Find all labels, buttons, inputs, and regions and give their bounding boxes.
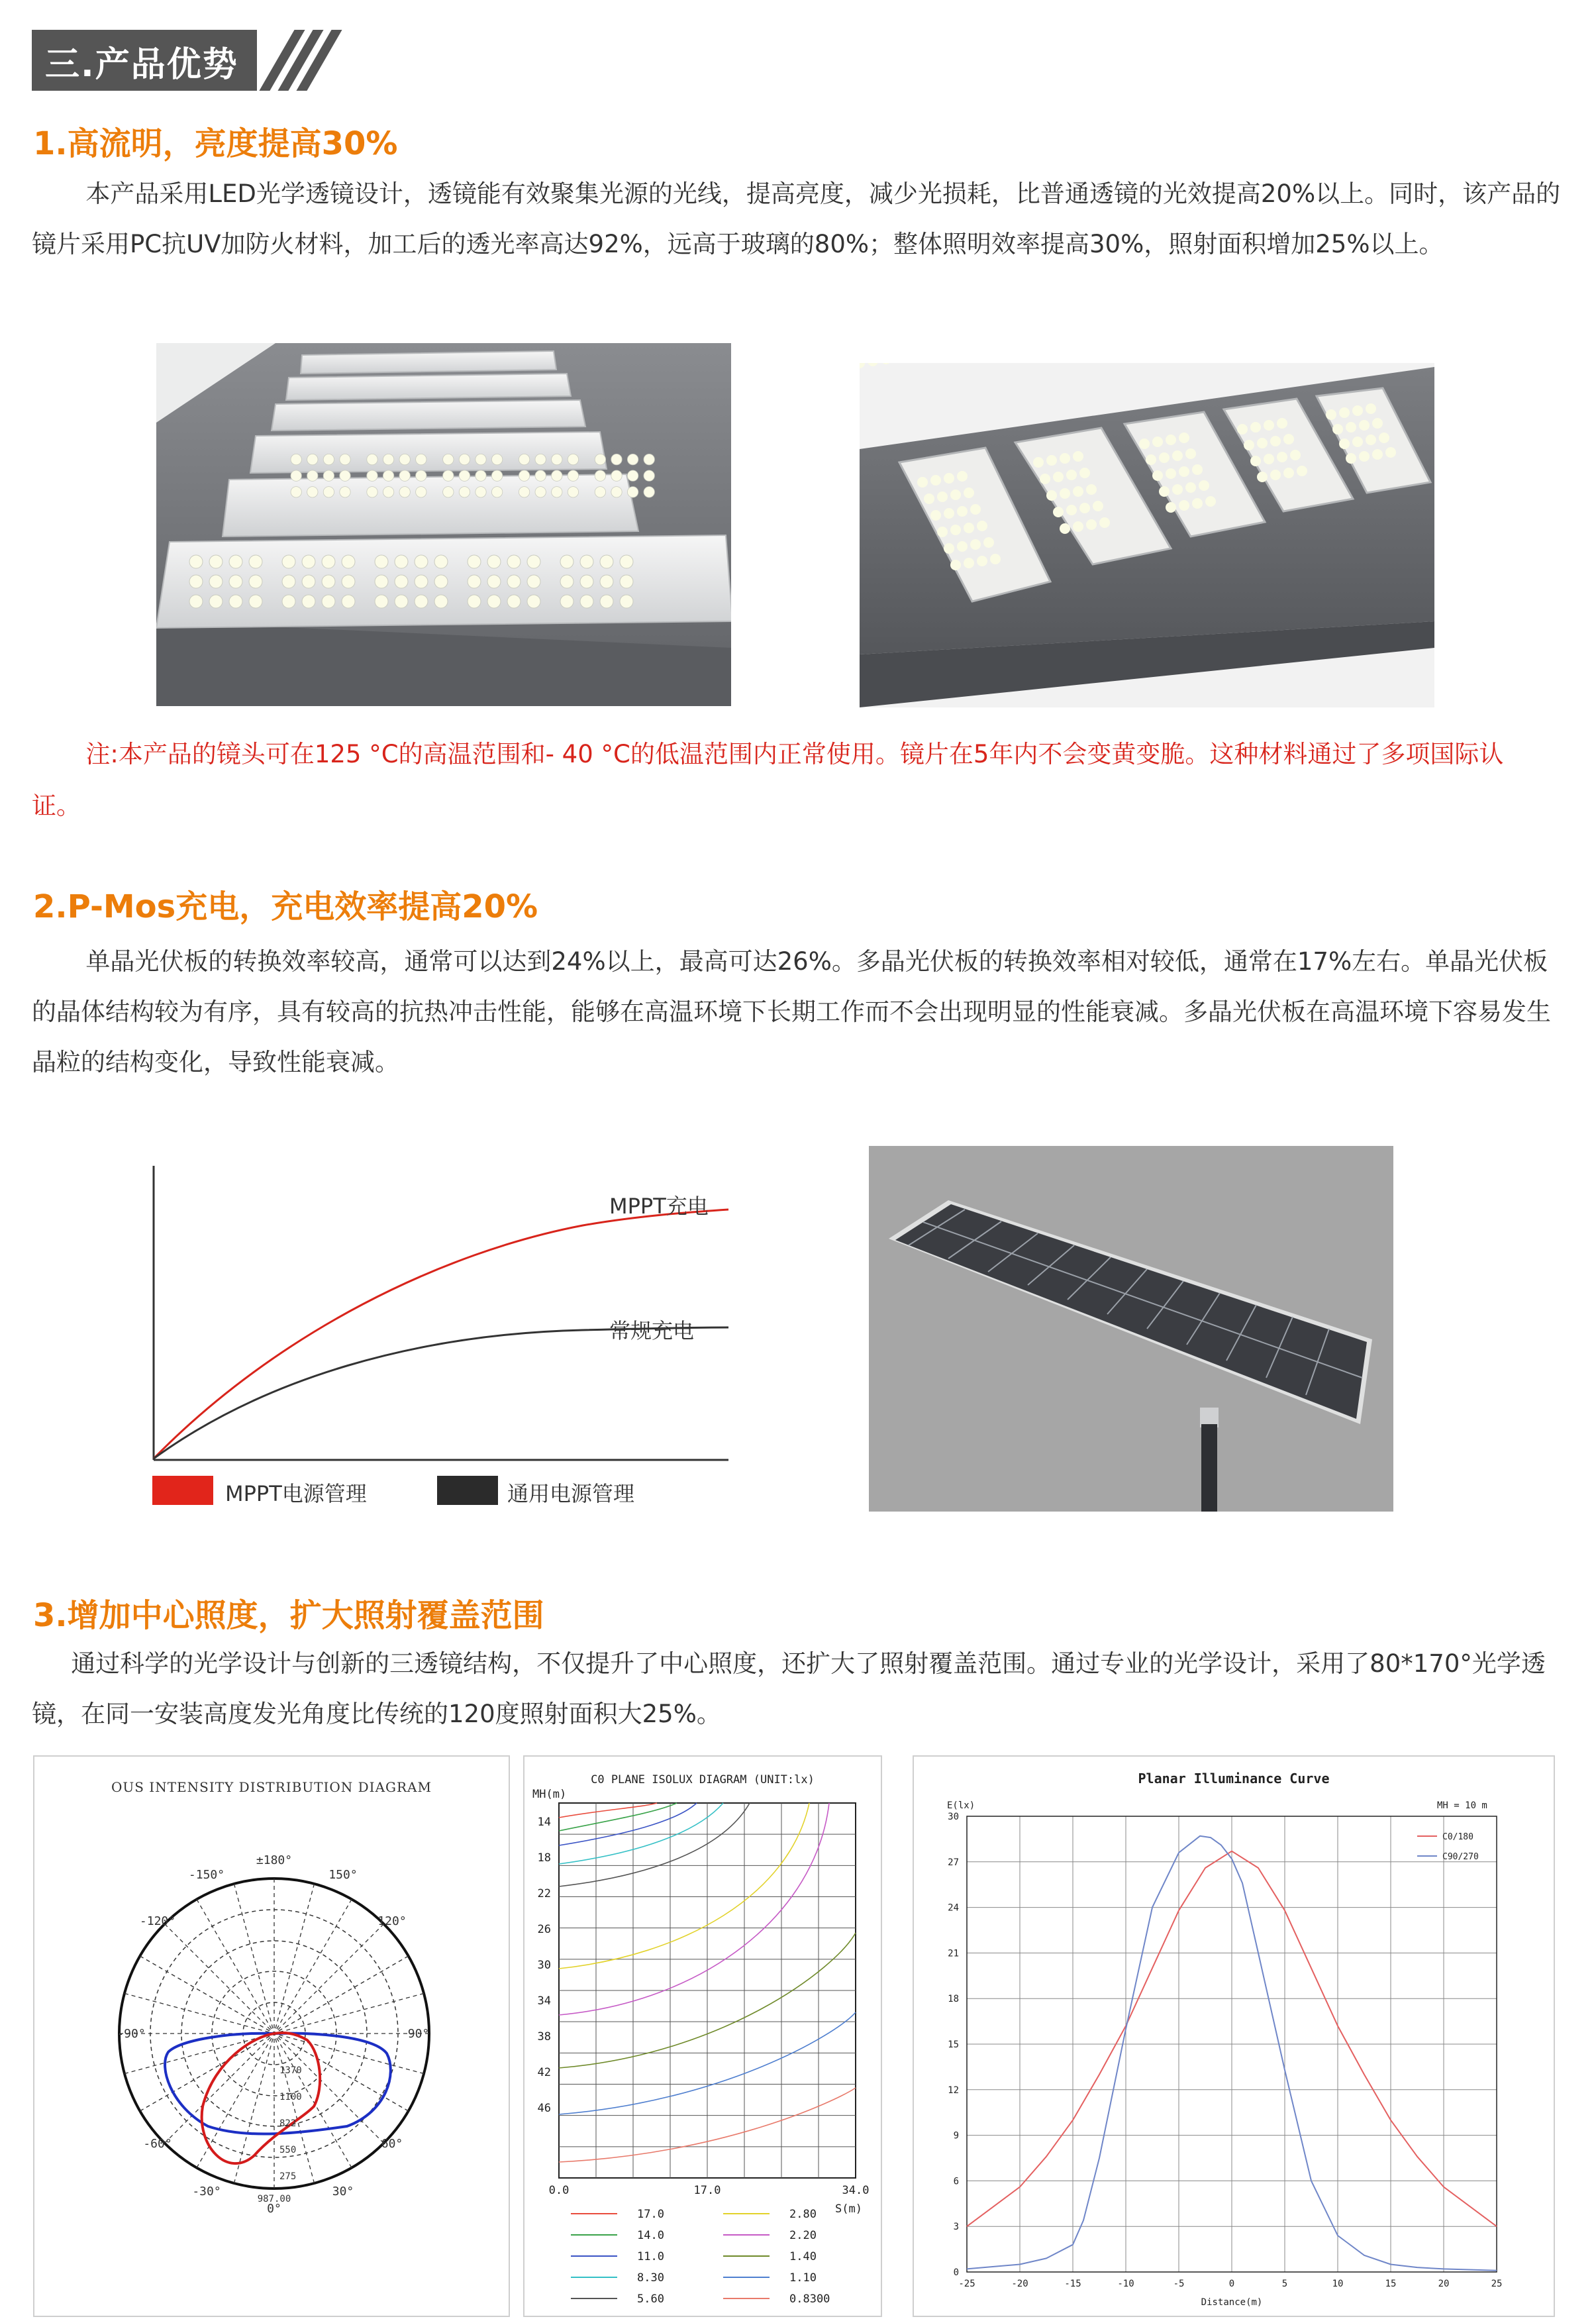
banner-title: 三.产品优势: [45, 45, 238, 85]
polar-title: OUS INTENSITY DISTRIBUTION DIAGRAM: [111, 1779, 432, 1795]
isolux-legend-label: 8.30: [637, 2271, 664, 2285]
planar-y-tick: 30: [948, 1812, 959, 1822]
isolux-diagram-panel: [523, 1755, 882, 2317]
polar-angle-label: 0°: [267, 2202, 281, 2216]
planar-y-tick: 21: [948, 1948, 959, 1959]
section2-paragraph: 单晶光伏板的转换效率较高，通常可以达到24%以上，最高可达26%。多晶光伏板的转换效率相对较低，通常在17%左右。单晶光伏板的晶体结构较为有序，具有较高的抗热冲击性能，能够在高温环境下长期工作而不会出现明显的性能衰减。多晶光伏板在高温环境下容易发生晶粒的结构变化，导致性能衰减。: [32, 947, 1551, 1076]
polar-angle-label: ±180°: [256, 1853, 293, 1867]
legend-swatch-mppt: [152, 1476, 213, 1505]
planar-y-tick: 9: [953, 2130, 959, 2141]
planar-y-tick: 6: [953, 2176, 959, 2187]
isolux-x-tick: 34.0: [842, 2184, 870, 2197]
planar-illuminance-chart: [914, 1757, 1554, 2316]
normal-curve-label: 常规充电: [609, 1318, 695, 1343]
isolux-x-tick: 17.0: [693, 2184, 721, 2197]
polar-angle-label: -30°: [192, 2185, 221, 2198]
planar-x-tick: -15: [1064, 2279, 1081, 2289]
planar-y-tick: 27: [948, 1857, 959, 1868]
polar-angle-label: -60°: [143, 2137, 172, 2151]
led-module-photo-2: [860, 363, 1434, 707]
isolux-contour: [559, 1803, 809, 1969]
planar-x-tick: -20: [1011, 2279, 1028, 2289]
legend-swatch-normal: [437, 1476, 498, 1505]
polar-diagram-panel: [33, 1755, 510, 2317]
isolux-contour: [559, 1803, 829, 2015]
planar-x-label: Distance(m): [1201, 2297, 1263, 2308]
planar-y-tick: 3: [953, 2222, 959, 2233]
isolux-legend-label: 2.80: [789, 2208, 817, 2221]
polar-bottom-value: 987.00: [257, 2194, 291, 2204]
polar-angle-label: 90°: [407, 2027, 430, 2041]
isolux-title: C0 PLANE ISOLUX DIAGRAM (UNIT:lx): [591, 1773, 815, 1786]
isolux-y-tick: 34: [537, 1994, 551, 2008]
polar-angle-label: -90°: [117, 2027, 146, 2041]
isolux-legend-label: 14.0: [637, 2229, 664, 2242]
solar-panel-photo: [869, 1146, 1393, 1512]
isolux-legend-label: 2.20: [789, 2229, 817, 2242]
isolux-x-tick: 0.0: [548, 2184, 570, 2197]
isolux-contour: [559, 1803, 697, 1845]
planar-y-tick: 12: [948, 2085, 959, 2096]
polar-angle-label: -150°: [188, 1868, 225, 1882]
polar-angle-label: -120°: [139, 1914, 176, 1928]
planar-x-tick: -25: [958, 2279, 975, 2289]
isolux-y-tick: 18: [537, 1851, 551, 1865]
planar-illuminance-panel: [913, 1755, 1555, 2317]
isolux-y-label: MH(m): [532, 1788, 567, 1801]
led-module-photo-1: [156, 343, 731, 706]
planar-y-tick: 24: [948, 1902, 959, 1914]
section3-paragraph: 通过科学的光学设计与创新的三透镜结构，不仅提升了中心照度，还扩大了照射覆盖范围。通过专业的光学设计，采用了80*170°光学透镜，在同一安装高度发光角度比传统的120度照射面积大25%。: [32, 1649, 1546, 1728]
isolux-legend-label: 5.60: [637, 2293, 664, 2306]
planar-y-tick: 0: [953, 2267, 959, 2278]
planar-x-tick: 0: [1228, 2279, 1235, 2289]
isolux-contour: [559, 1803, 657, 1818]
isolux-legend-label: 0.8300: [789, 2293, 830, 2306]
mppt-curve-label: MPPT充电: [609, 1194, 709, 1219]
isolux-y-tick: 26: [537, 1923, 551, 1936]
polar-angle-label: 60°: [381, 2137, 403, 2151]
normal-curve: [154, 1327, 728, 1459]
section-banner: [32, 30, 281, 91]
isolux-y-tick: 46: [537, 2102, 551, 2115]
section1-paragraph: 本产品采用LED光学透镜设计，透镜能有效聚集光源的光线，提高亮度，减少光损耗，比普通透镜的光效提高20%以上。同时，该产品的镜片采用PC抗UV加防火材料，加工后的透光率高达92%，远高于玻璃的80%；整体照明效率提高30%，照射面积增加25%以上。: [32, 180, 1561, 258]
isolux-x-label: S(m): [835, 2202, 862, 2216]
planar-legend-label: C90/270: [1442, 1852, 1479, 1862]
legend-label-normal: 通用电源管理: [507, 1481, 635, 1506]
isolux-legend-label: 1.10: [789, 2271, 817, 2285]
polar-ring-value: 822: [279, 2118, 297, 2129]
planar-x-tick: 10: [1332, 2279, 1344, 2289]
polar-curve-c0: [202, 2033, 320, 2163]
planar-title: Planar Illuminance Curve: [1138, 1771, 1330, 1786]
polar-angle-label: 120°: [377, 1914, 407, 1928]
isolux-contour: [559, 1803, 677, 1831]
isolux-contour: [559, 1803, 750, 1886]
isolux-legend-label: 1.40: [789, 2250, 817, 2263]
planar-x-tick: 25: [1491, 2279, 1503, 2289]
polar-plot: [34, 1757, 509, 2316]
polar-ring-value: 550: [279, 2145, 297, 2155]
polar-angle-label: 30°: [332, 2185, 354, 2198]
isolux-y-tick: 30: [537, 1959, 551, 1972]
section3-heading: 3.增加中心照度，扩大照射覆盖范围: [33, 1597, 544, 1634]
polar-ring-value: 275: [279, 2171, 297, 2182]
planar-y-label: E(lx): [947, 1800, 975, 1811]
planar-x-tick: -5: [1173, 2279, 1185, 2289]
legend-label-mppt: MPPT电源管理: [225, 1481, 367, 1506]
isolux-y-tick: 42: [537, 2066, 551, 2079]
planar-y-tick: 15: [948, 2039, 959, 2050]
planar-legend-label: C0/180: [1442, 1832, 1473, 1842]
isolux-y-tick: 38: [537, 2030, 551, 2043]
planar-y-tick: 18: [948, 1994, 959, 2005]
section1-heading: 1.高流明，亮度提高30%: [33, 125, 398, 162]
planar-x-tick: -10: [1117, 2279, 1134, 2289]
planar-mh-label: MH = 10 m: [1437, 1800, 1487, 1811]
polar-ring-value: 1370: [279, 2065, 302, 2076]
isolux-y-tick: 14: [537, 1816, 551, 1829]
planar-x-tick: 5: [1281, 2279, 1288, 2289]
isolux-legend-label: 11.0: [637, 2250, 664, 2263]
planar-x-tick: 15: [1385, 2279, 1397, 2289]
isolux-y-tick: 22: [537, 1887, 551, 1900]
isolux-contour: [559, 1803, 723, 1864]
charging-curve-chart: [132, 1153, 795, 1523]
planar-x-tick: 20: [1438, 2279, 1450, 2289]
section1-note: 注:本产品的镜头可在125 °C的高温范围和- 40 °C的低温范围内正常使用。镜片在5年内不会变黄变脆。这种材料通过了多项国际认证。: [32, 740, 1504, 820]
isolux-plot: [524, 1757, 881, 2316]
polar-ring-value: 1100: [279, 2092, 302, 2102]
polar-angle-label: 150°: [328, 1868, 358, 1882]
section2-heading: 2.P-Mos充电，充电效率提高20%: [33, 888, 538, 925]
isolux-legend-label: 17.0: [637, 2208, 664, 2221]
